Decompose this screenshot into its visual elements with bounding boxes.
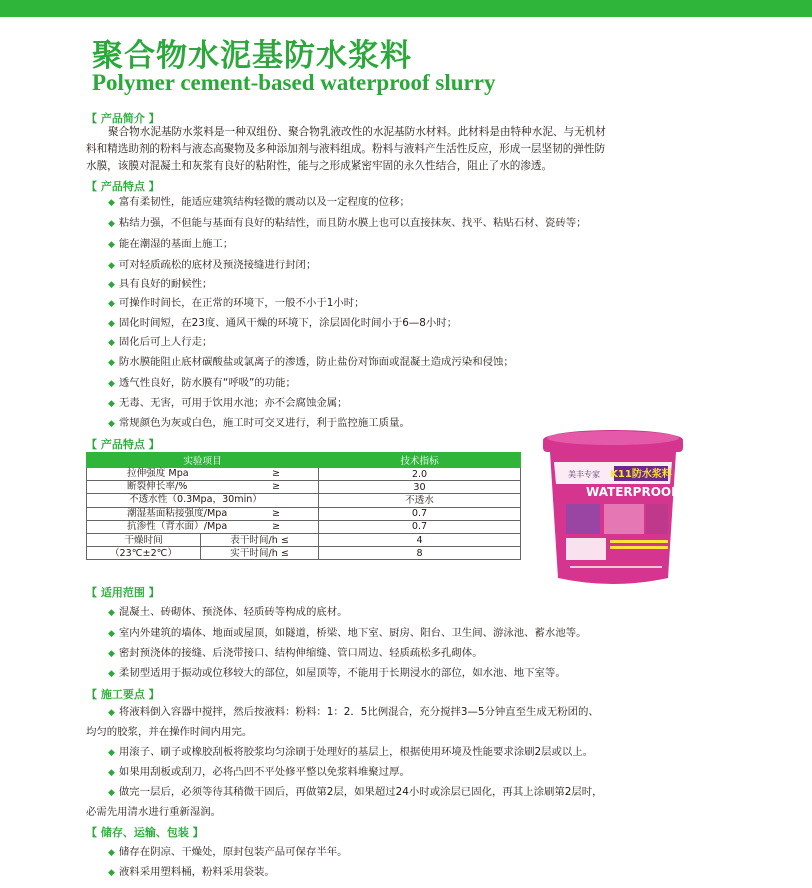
product-bucket-image: [540, 428, 686, 588]
intro-line-2: 料和精选助剂的粉料与液态高聚物及多种添加剂与液料组成。粉料与液料产生活性反应，形成一层坚韧的弹性防: [86, 143, 606, 155]
diamond-bullet-icon: ◆: [108, 399, 115, 409]
table-row: 潮湿基面粘接强度/Mpa ≥ 0.7: [87, 507, 521, 520]
diamond-bullet-icon: ◆: [108, 219, 115, 229]
diamond-bullet-icon: ◆: [108, 240, 115, 250]
storage-item: ◆ 液料采用塑料桶，粉料采用袋装。: [108, 866, 275, 878]
scope-item: ◆ 密封预浇体的接缝、后浇带接口、结构伸缩缝、管口周边、轻质疏松多孔砌体。: [108, 647, 483, 659]
diamond-bullet-icon: ◆: [108, 358, 115, 368]
feature-item: ◆ 能在潮湿的基面上施工；: [108, 238, 234, 250]
specs-heading: 【 产品特点 】: [86, 438, 160, 451]
construction-item: ◆ 如果用刮板或刮刀，必将凸凹不平处修平整以免浆料堆聚过厚。: [108, 766, 410, 778]
storage-heading: 【 储存、运输、包装 】: [86, 826, 204, 839]
feature-item: ◆ 透气性良好，防水膜有“呼吸”的功能；: [108, 377, 296, 389]
diamond-bullet-icon: ◆: [108, 629, 115, 639]
diamond-bullet-icon: ◆: [108, 299, 115, 309]
page-title-en: Polymer cement-based waterproof slurry: [92, 70, 496, 95]
feature-item: ◆ 可对轻质疏松的底材及预浇接缝进行封闭；: [108, 259, 317, 271]
bucket-sub-label: WATERPROOF: [586, 485, 680, 499]
feature-item: ◆ 固化时间短，在23度、通风干燥的环境下，涂层固化时间小于6—8小时；: [108, 317, 458, 329]
diamond-bullet-icon: ◆: [108, 669, 115, 679]
diamond-bullet-icon: ◆: [108, 649, 115, 659]
feature-item: ◆ 常规颜色为灰或白色，施工时可交叉进行，利于监控施工质量。: [108, 417, 410, 429]
feature-item: ◆ 无毒、无害，可用于饮用水池；亦不会腐蚀金属；: [108, 397, 348, 409]
construction-item: ◆ 将液料倒入容器中搅拌，然后按液料：粉料：1：2．5比例混合，充分搅拌3—5分钟直至生成无粉团的、: [108, 706, 599, 718]
construction-item: ◆ 做完一层后，必须等待其稍微干固后，再做第2层，如果超过24小时或涂层已固化，再其上涂刷第2层时，: [108, 786, 603, 798]
top-green-bar: [0, 0, 812, 17]
construction-heading: 【 施工要点 】: [86, 688, 160, 701]
construction-item-cont: 均匀的胶浆，并在操作时间内用完。: [86, 726, 253, 738]
table-row: （23℃±2℃） 实干时间/h ≤ 8: [87, 547, 521, 560]
diamond-bullet-icon: ◆: [108, 848, 115, 858]
scope-item: ◆ 柔韧型适用于振动或位移较大的部位，如屋顶等，不能用于长期浸水的部位，如水池、地下室等。: [108, 667, 566, 679]
scope-heading: 【 适用范围 】: [86, 586, 160, 599]
bucket-product-label: K11防水浆料: [610, 469, 672, 480]
intro-heading: 【 产品简介 】: [86, 112, 160, 125]
diamond-bullet-icon: ◆: [108, 338, 115, 348]
scope-item: ◆ 混凝土、砖砌体、预浇体、轻质砖等构成的底材。: [108, 606, 348, 618]
table-row: 不透水性（0.3Mpa，30min） 不透水: [87, 494, 521, 507]
intro-line-3: 水膜，该膜对混凝土和灰浆有良好的粘附性，能与之形成紧密牢固的永久性结合，阻止了水的渗透。: [86, 160, 553, 172]
feature-item: ◆ 粘结力强，不但能与基面有良好的粘结性，而且防水膜上也可以直接抹灰、找平、粘贴石材、瓷砖等；: [108, 217, 587, 229]
diamond-bullet-icon: ◆: [108, 198, 115, 208]
feature-item: ◆ 可操作时间长，在正常的环境下，一般不小于1小时；: [108, 297, 365, 309]
spec-table: [86, 452, 521, 560]
col-header-item: 实验项目: [87, 453, 319, 468]
feature-item: ◆ 富有柔韧性，能适应建筑结构轻微的震动以及一定程度的位移；: [108, 196, 410, 208]
table-row: 抗渗性（背水面）/Mpa ≥ 0.7: [87, 520, 521, 533]
diamond-bullet-icon: ◆: [108, 708, 115, 718]
feature-item: ◆ 固化后可上人行走；: [108, 336, 213, 348]
table-row: 断裂伸长率/% ≥ 30: [87, 481, 521, 494]
scope-item: ◆ 室内外建筑的墙体、地面或屋顶，如隧道，桥梁、地下室、厨房、阳台、卫生间、游泳池、蓄水池等。: [108, 627, 587, 639]
col-header-value: 技术指标: [319, 453, 521, 468]
table-row: 拉伸强度 Mpa ≥ 2.0: [87, 468, 521, 481]
diamond-bullet-icon: ◆: [108, 768, 115, 778]
intro-line-1: 聚合物水泥基防水浆料是一种双组份、聚合物乳液改性的水泥基防水材料。此材料是由特种水泥、与无机材: [108, 126, 606, 138]
storage-item: ◆ 储存在阴凉、干燥处，原封包装产品可保存半年。: [108, 846, 348, 858]
diamond-bullet-icon: ◆: [108, 319, 115, 329]
table-row: 干燥时间 表干时间/h ≤ 4: [87, 533, 521, 546]
construction-item: ◆ 用滚子、刷子或橡胶刮板将胶浆均匀涂刷于处理好的基层上，根据使用环境及性能要求涂刷2层或以上。: [108, 746, 594, 758]
diamond-bullet-icon: ◆: [108, 788, 115, 798]
features-heading: 【 产品特点 】: [86, 180, 160, 193]
page-title-cn: 聚合物水泥基防水浆料: [92, 38, 412, 74]
diamond-bullet-icon: ◆: [108, 748, 115, 758]
feature-item: ◆ 具有良好的耐候性；: [108, 278, 213, 290]
bucket-brand-label: 美丰专家: [568, 470, 600, 479]
construction-item-cont: 必需先用清水进行重新湿润。: [86, 806, 222, 818]
diamond-bullet-icon: ◆: [108, 608, 115, 618]
feature-item: ◆ 防水膜能阻止底材碳酸盐或氯离子的渗透，防止盐份对饰面或混凝土造成污染和侵蚀；: [108, 356, 514, 368]
diamond-bullet-icon: ◆: [108, 868, 115, 878]
diamond-bullet-icon: ◆: [108, 379, 115, 389]
diamond-bullet-icon: ◆: [108, 261, 115, 271]
diamond-bullet-icon: ◆: [108, 280, 115, 290]
diamond-bullet-icon: ◆: [108, 419, 115, 429]
